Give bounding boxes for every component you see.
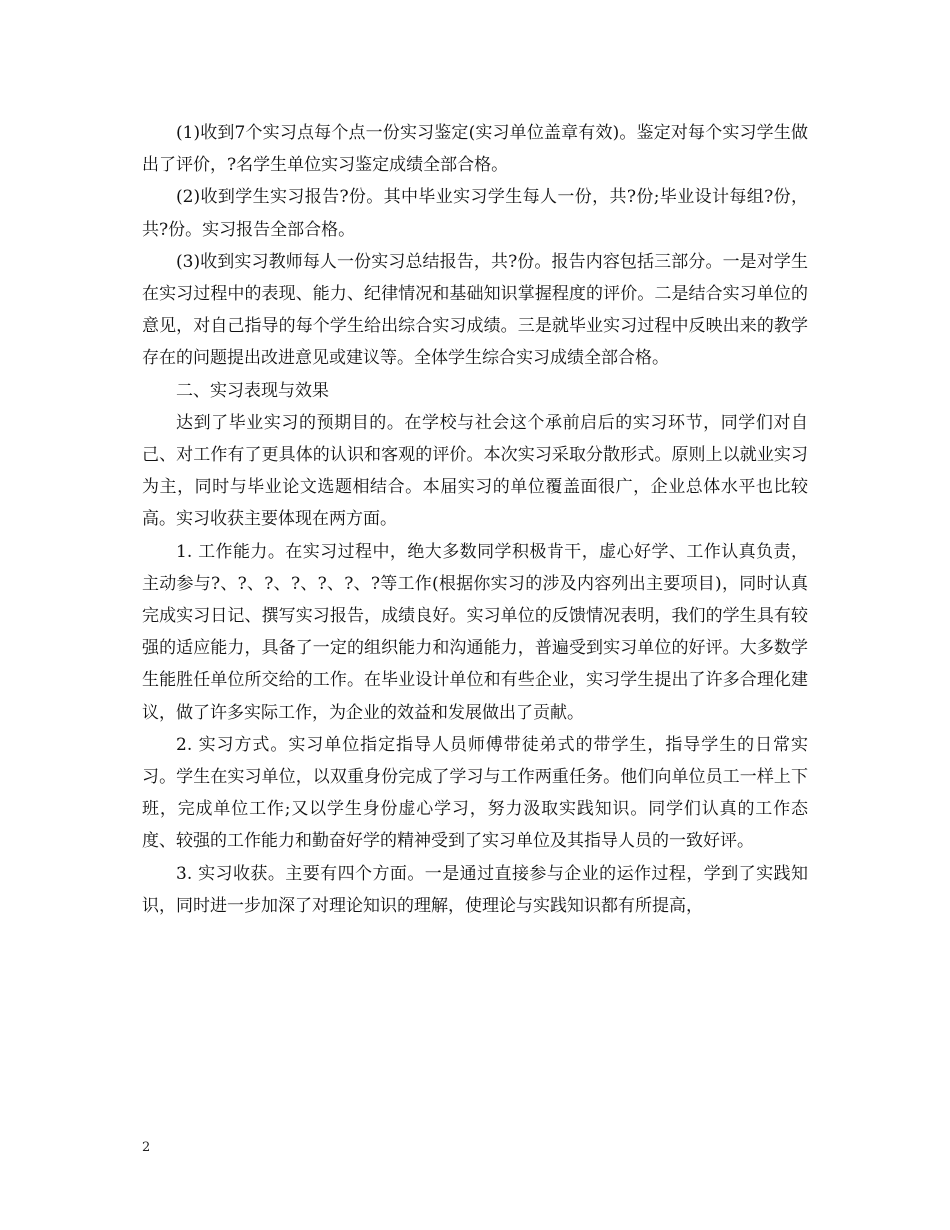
page-number: 2 [142, 1140, 151, 1155]
document-body [142, 117, 808, 922]
paragraph-reports: (2)收到学生实习报告?份。其中毕业实习学生每人一份，共?份;毕业设计每组?份，共?份。实习报告全部合格。 [142, 187, 808, 240]
section-heading: 二、实习表现与效果 [176, 380, 329, 401]
paragraph-effect: 达到了毕业实习的预期目的。在学校与社会这个承前启后的实习环节，同学们对自己、对工作有了更具体的认识和客观的评价。本次实习采取分散形式。原则上以就业实习为主，同时与毕业论文选题相结合。本届实习的单位覆盖面很广，企业总体水平也比较高。实习收获主要体现在两方面。 [142, 412, 808, 530]
paragraph-work-ability: 1. 工作能力。在实习过程中，绝大多数同学积极肯干，虚心好学、工作认真负责，主动参与?、?、?、?、?、?、?等工作(根据你实习的涉及内容列出主要项目)，同时认真完成实习日记、撰写实习报告，成绩良好。实习单位的反馈情况表明，我们的学生具有较强的适应能力，具备了一定的组织能力和沟通能力，普遍受到实习单位的好评。大多数学生能胜任单位所交给的工作。在毕业设计单位和有些企业，实习学生提出了许多合理化建议，做了许多实际工作，为企业的效益和发展做出了贡献。 [142, 541, 808, 723]
paragraph-internship-mode: 2. 实习方式。实习单位指定指导人员师傅带徒弟式的带学生，指导学生的日常实习。学生在实习单位，以双重身份完成了学习与工作两重任务。他们向单位员工一样上下班，完成单位工作;又以学生身份虚心学习，努力汲取实践知识。同学们认真的工作态度、较强的工作能力和勤奋好学的精神受到了实习单位及其指导人员的一致好评。 [142, 734, 808, 852]
paragraph-teacher-summary: (3)收到实习教师每人一份实习总结报告，共?份。报告内容包括三部分。一是对学生在实习过程中的表现、能力、纪律情况和基础知识掌握程度的评价。二是结合实习单位的意见，对自己指导的每个学生给出综合实习成绩。三是就毕业实习过程中反映出来的教学存在的问题提出改进意见或建议等。全体学生综合实习成绩全部合格。 [142, 251, 808, 369]
paragraph-internship-gains: 3. 实习收获。主要有四个方面。一是通过直接参与企业的运作过程，学到了实践知识，同时进一步加深了对理论知识的理解，使理论与实践知识都有所提高， [142, 863, 808, 916]
paragraph-appraisal: (1)收到7个实习点每个点一份实习鉴定(实习单位盖章有效)。鉴定对每个实习学生做出了评价，?名学生单位实习鉴定成绩全部合格。 [142, 123, 808, 176]
